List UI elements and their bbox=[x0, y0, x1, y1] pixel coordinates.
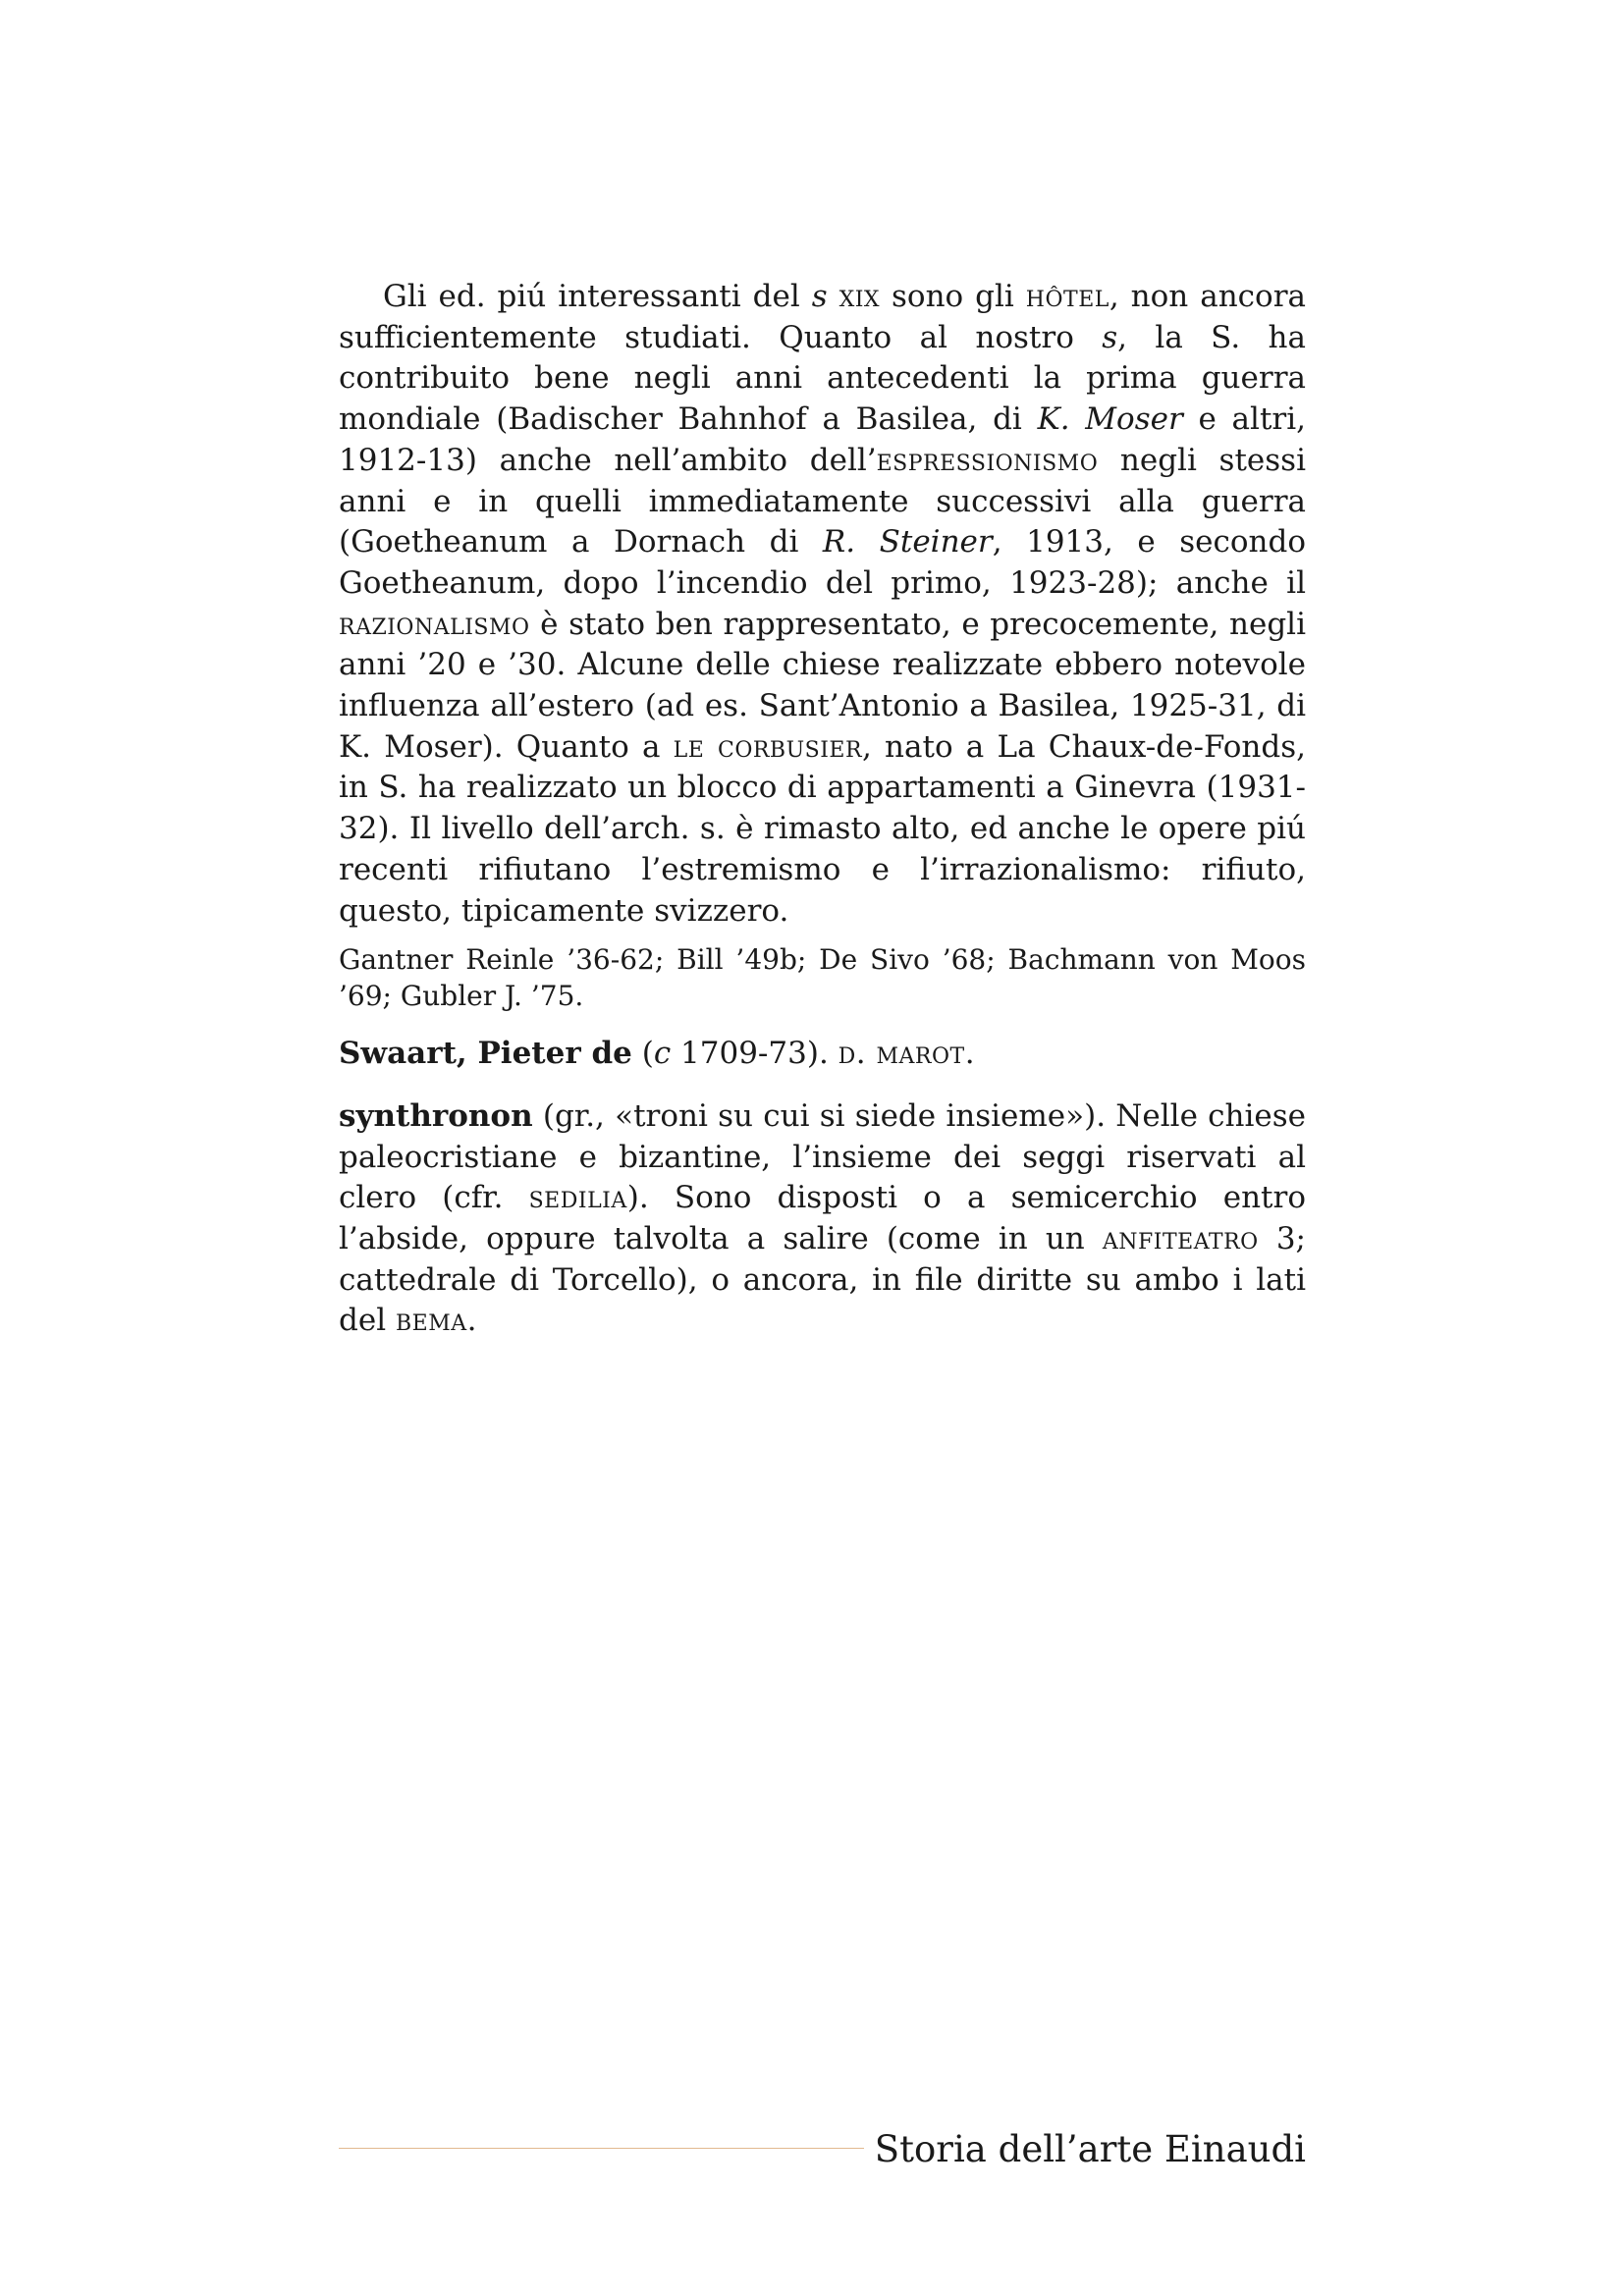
cross-ref-sedilia: sedilia bbox=[528, 1180, 627, 1216]
italic-abbrev: s bbox=[811, 279, 828, 314]
text-run: , non ancora sufficientemente studiati. Quanto al nostro bbox=[339, 279, 1306, 355]
footer-rule bbox=[339, 2148, 864, 2149]
italic-abbrev: s bbox=[1102, 319, 1118, 355]
cross-ref-le-corbusier: le corbusier bbox=[673, 728, 863, 765]
architect-name-steiner: R. Steiner bbox=[822, 524, 993, 561]
text-run: . bbox=[964, 1036, 975, 1072]
entry-headword: Swaart, Pieter de bbox=[339, 1036, 632, 1072]
text-column bbox=[339, 277, 1306, 1342]
text-run: negli stessi anni e in quelli immediatamente successivi alla guerra (Goetheanum a Dornach di bbox=[339, 442, 1306, 561]
century-numeral: xix bbox=[839, 279, 881, 314]
text-run: (gr., «troni su cui si siede insieme»). Nelle chiese paleocristiane e bizantine, l’insieme dei seggi riservati al clero (cfr. bbox=[339, 1097, 1306, 1216]
text-run: sono gli bbox=[880, 279, 1026, 314]
page-footer bbox=[339, 2128, 1306, 2171]
bibliography-references: Gantner Reinle ’36-62; Bill ’49b; De Sivo ’68; Bachmann von Moos ’69; Gubler J. ’75. bbox=[339, 943, 1306, 1013]
text-run: ). Sono disposti o a semicerchio entro l’abside, oppure talvolta a salire (come in un bbox=[339, 1180, 1306, 1257]
text-run: Gli ed. piú interessanti del bbox=[383, 279, 812, 314]
entry-synthronon bbox=[339, 1096, 1306, 1342]
publisher-title: Storia dell’arte Einaudi bbox=[874, 2128, 1306, 2170]
cross-ref-anfiteatro: anfiteatro bbox=[1102, 1221, 1259, 1257]
architecture-paragraph bbox=[339, 277, 1306, 932]
cross-ref-marot: d. marot bbox=[838, 1036, 965, 1072]
text-run: . bbox=[466, 1303, 477, 1339]
text-run: , 1913, e secondo Goetheanum, dopo l’incendio del primo, 1923-28); anche il bbox=[339, 524, 1306, 601]
text-run: , nato a La Chaux-de-Fonds, in S. ha realizzato un blocco di appartamenti a Ginevra (1931-32). Il livello dell’arch. s. è rimasto alto, ed anche le opere piú recenti rifiutano l’estremismo e l’irrazionalismo: rifiuto, questo, tipicamente svizzero. bbox=[339, 728, 1306, 929]
entry-swaart bbox=[339, 1034, 1306, 1075]
cross-ref-razionalismo: razionalismo bbox=[339, 606, 530, 642]
text-run: 1709-73). bbox=[671, 1036, 839, 1072]
text-run: , la S. ha contribuito bene negli anni antecedenti la prima guerra mondiale (Badischer Bahnhof a Basilea, di bbox=[339, 319, 1306, 438]
cross-ref-bema: bema bbox=[395, 1303, 467, 1339]
architect-name-moser: K. Moser bbox=[1037, 401, 1183, 438]
cross-ref-hotel: hôtel bbox=[1025, 279, 1109, 314]
text-run: 3; cattedrale di Torcello), o ancora, in file diritte su ambo i lati del bbox=[339, 1221, 1306, 1339]
text-run bbox=[828, 279, 839, 314]
text-run: ( bbox=[631, 1036, 654, 1072]
circa-abbrev: c bbox=[653, 1036, 672, 1072]
text-run: è stato ben rappresentato, e precocemente, negli anni ’20 e ’30. Alcune delle chiese realizzate ebbero notevole influenza all’estero (ad es. Sant’Antonio a Basilea, 1925-31, di K. Moser). Quanto a bbox=[339, 606, 1306, 765]
entry-headword: synthronon bbox=[339, 1097, 533, 1134]
cross-ref-espressionismo: espressionismo bbox=[876, 442, 1099, 478]
text-run: e altri, 1912-13) anche nell’ambito dell’ bbox=[339, 401, 1306, 478]
